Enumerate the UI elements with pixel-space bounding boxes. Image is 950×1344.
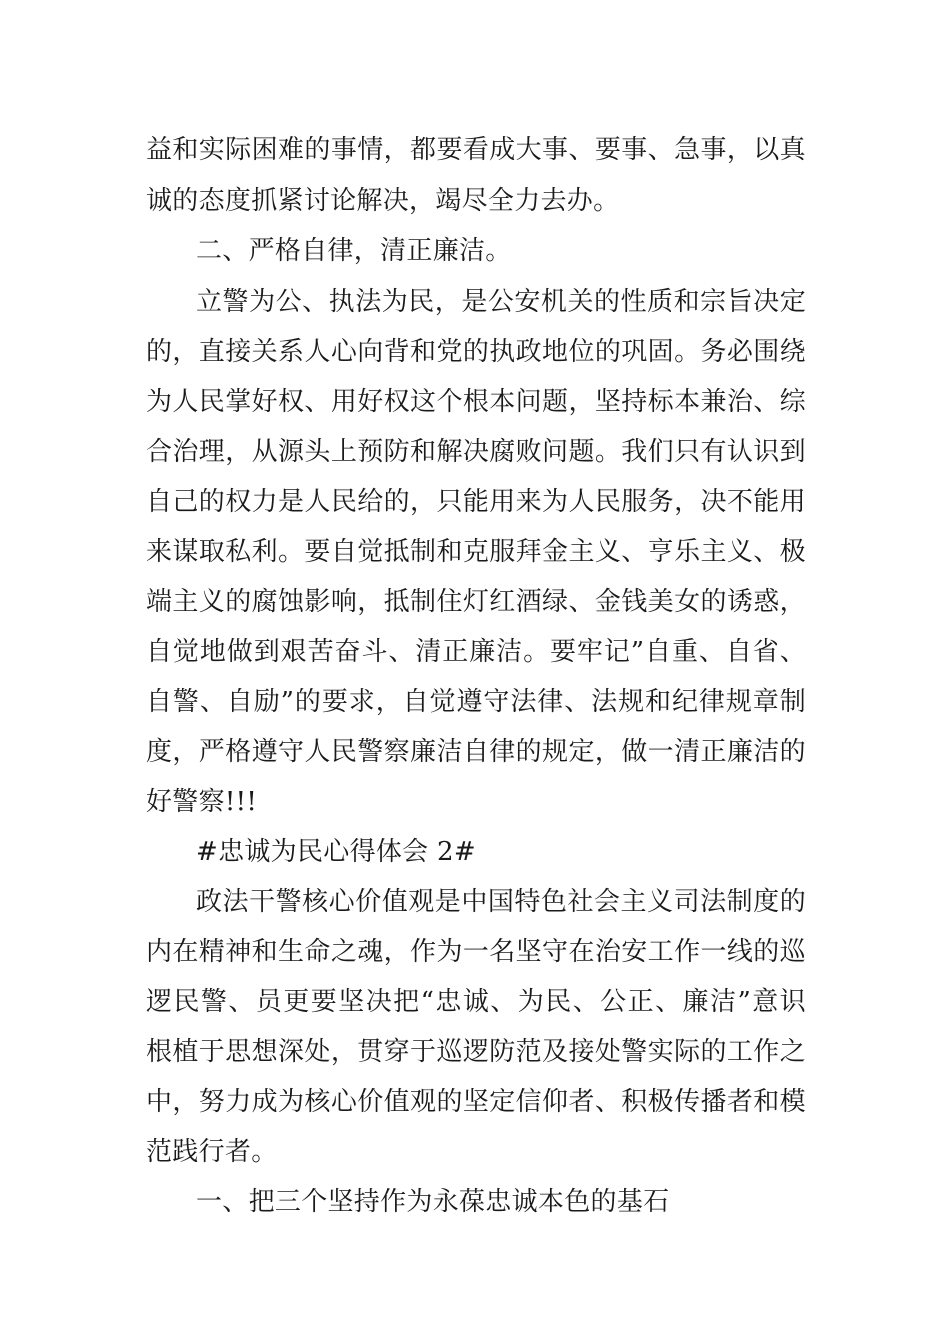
text-line: 根植于思想深处，贯穿于巡逻防范及接处警实际的工作之 <box>146 1037 806 1067</box>
text-line: 自己的权力是人民给的，只能用来为人民服务，决不能用 <box>146 487 806 517</box>
text-line: 中，努力成为核心价值观的坚定信仰者、积极传播者和模 <box>146 1087 806 1117</box>
text-line: 为人民掌好权、用好权这个根本问题，坚持标本兼治、综 <box>146 387 806 417</box>
section-heading: 二、严格自律，清正廉洁。 <box>196 236 512 266</box>
text-line: 度，严格遵守人民警察廉洁自律的规定，做一清正廉洁的 <box>146 737 806 767</box>
section-heading: #忠诚为民心得体会 2# <box>196 837 476 867</box>
text-line: 的，直接关系人心向背和党的执政地位的巩固。务必围绕 <box>146 337 806 367</box>
text-line: 政法干警核心价值观是中国特色社会主义司法制度的 <box>196 887 806 917</box>
text-line: 逻民警、员更要坚决把“忠诚、为民、公正、廉洁”意识 <box>146 987 806 1017</box>
text-line: 合治理，从源头上预防和解决腐败问题。我们只有认识到 <box>146 437 806 467</box>
text-line: 诚的态度抓紧讨论解决，竭尽全力去办。 <box>146 186 620 216</box>
text-line: 自觉地做到艰苦奋斗、清正廉洁。要牢记”自重、自省、 <box>146 637 806 667</box>
text-line: 益和实际困难的事情，都要看成大事、要事、急事，以真 <box>146 135 806 165</box>
text-line: 自警、自励”的要求，自觉遵守法律、法规和纪律规章制 <box>146 687 806 717</box>
text-line: 好警察!!! <box>146 787 258 817</box>
text-line: 立警为公、执法为民，是公安机关的性质和宗旨决定 <box>196 287 806 317</box>
text-line: 内在精神和生命之魂，作为一名坚守在治安工作一线的巡 <box>146 937 806 967</box>
text-line: 范践行者。 <box>146 1137 278 1167</box>
text-line: 来谋取私利。要自觉抵制和克服拜金主义、亨乐主义、极 <box>146 537 806 567</box>
section-heading: 一、把三个坚持作为永葆忠诚本色的基石 <box>196 1187 670 1217</box>
text-line: 端主义的腐蚀影响，抵制住灯红酒绿、金钱美女的诱惑， <box>146 587 806 617</box>
